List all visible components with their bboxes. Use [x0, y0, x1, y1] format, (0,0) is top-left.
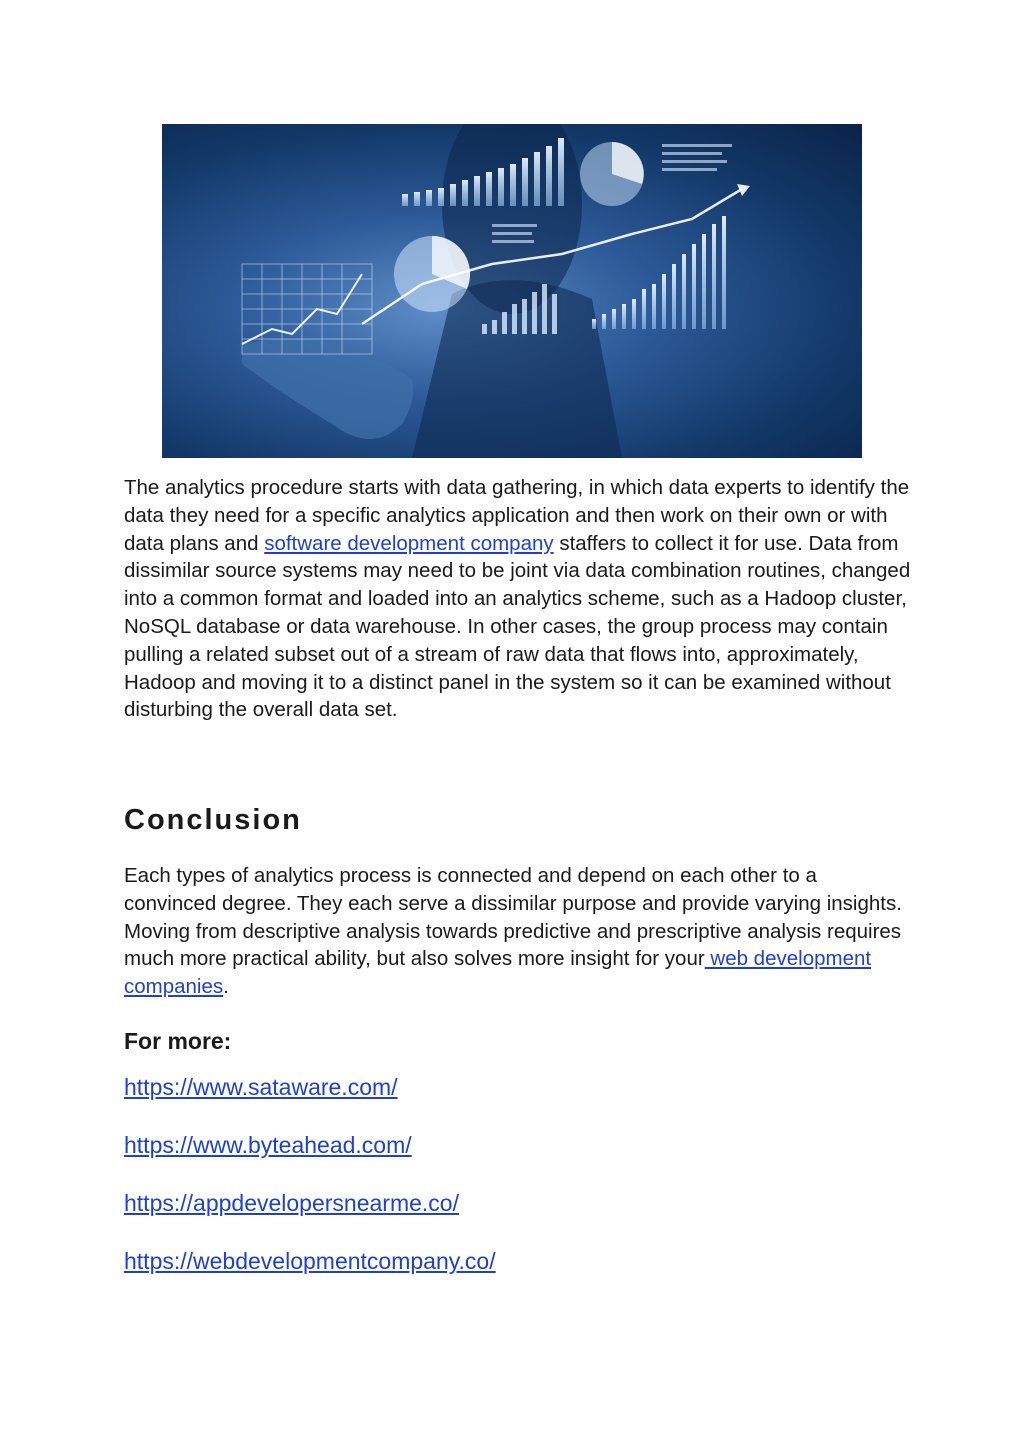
- byteahead-link[interactable]: https://www.byteahead.com/: [124, 1132, 412, 1158]
- webdevelopmentcompany-link[interactable]: https://webdevelopmentcompany.co/: [124, 1248, 496, 1274]
- article-content: [124, 474, 914, 1274]
- sataware-link[interactable]: https://www.sataware.com/: [124, 1074, 398, 1100]
- analytics-illustration: [162, 124, 862, 458]
- right-bar-chart: [592, 216, 726, 329]
- web-development-companies-link[interactable]: web development companies: [124, 947, 872, 999]
- software-development-company-link[interactable]: software development company: [264, 531, 554, 555]
- reference-links: [124, 1072, 496, 1304]
- conclusion-paragraph: [124, 862, 914, 1001]
- intro-paragraph: [124, 474, 914, 724]
- intro-text-end: staffers to collect it for use. Data from dissimilar source systems may need to be joint via data combination routines, changed into a common format and loaded into an analytics scheme, such as a Hadoop cluster, NoSQL database or data warehouse. In other cases, the group process may contain pulling a related subset out of a stream of raw data that flows into, approximately, Hadoop and moving it to a distinct panel in the system so it can be examined without disturbing the overall data set.: [124, 531, 911, 722]
- conclusion-text-start: Each types of analytics process is connected and depend on each other to a convinced degree. They each serve a dissimilar purpose and provide varying insights. Moving from descriptive analysis towards predictive and prescriptive analysis requires much more practical ability, but also solves more insight for your: [124, 864, 902, 971]
- for-more-heading: For more:: [124, 1028, 232, 1054]
- analytics-hero-image: [162, 124, 862, 458]
- pie-chart-right: [580, 142, 644, 206]
- appdevelopersnearme-link[interactable]: https://appdevelopersnearme.co/: [124, 1190, 459, 1216]
- hand-shape: [242, 338, 413, 439]
- conclusion-heading: Conclusion: [124, 804, 302, 836]
- conclusion-text-end: .: [223, 975, 229, 999]
- intro-text-start: The analytics procedure starts with data gathering, in which data experts to identify the data they need for a specific analytics application and then work on their own or with data plans and: [124, 476, 910, 555]
